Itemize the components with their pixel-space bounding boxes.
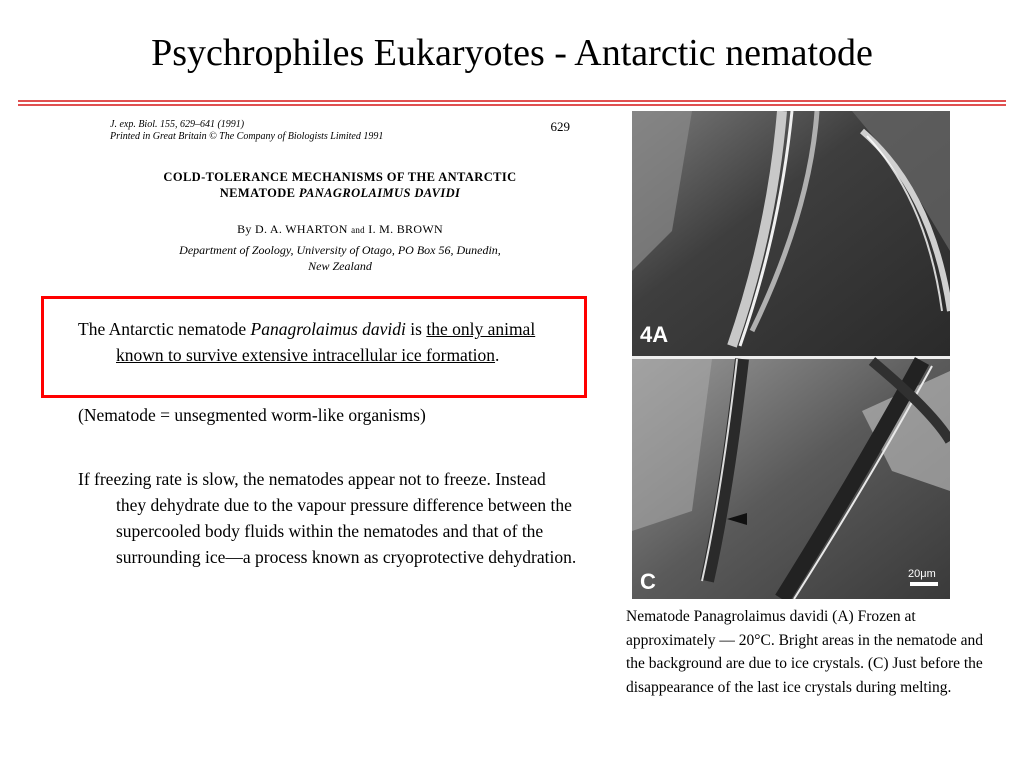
byline-by: By xyxy=(237,222,252,236)
key-fact-paragraph xyxy=(78,316,578,368)
affiliation-line-2: New Zealand xyxy=(308,259,372,273)
paper-byline xyxy=(100,222,580,237)
key-fact-period: . xyxy=(495,345,500,365)
citation-line-1: J. exp. Biol. 155, 629–641 (1991) xyxy=(110,119,245,130)
panel-a-image xyxy=(632,111,950,357)
slide-title: Psychrophiles Eukaryotes - Antarctic nematode xyxy=(151,32,873,74)
paper-title-plain: NEMATODE xyxy=(219,186,299,200)
author-1: D. A. WHARTON xyxy=(255,222,348,236)
paper-header-excerpt xyxy=(100,112,580,282)
citation-line-2: Printed in Great Britain © The Company of Biologists Limited 1991 xyxy=(110,131,384,142)
title-divider-top xyxy=(18,100,1006,102)
key-fact-underlined: the only animal known to survive extensive intracellular ice formation xyxy=(116,319,536,365)
scale-bar xyxy=(910,582,938,586)
paper-title xyxy=(100,169,580,201)
paper-title-line-2 xyxy=(100,185,580,201)
affiliation-line-1: Department of Zoology, University of Otago, PO Box 56, Dunedin, xyxy=(179,243,501,257)
paper-affiliation xyxy=(100,242,580,274)
species-name: Panagrolaimus davidi xyxy=(250,319,406,339)
panel-c-label: C xyxy=(640,569,656,594)
dehydration-paragraph: If freezing rate is slow, the nematodes appear not to freeze. Instead they dehydrate due to the vapour pressure difference between the supercooled body fluids within the nematodes and that of the surrounding ice—a process known as cryoprotective dehydration. xyxy=(78,469,577,567)
paper-citation xyxy=(110,119,383,143)
paper-title-line-1: COLD-TOLERANCE MECHANISMS OF THE ANTARCTIC xyxy=(163,170,517,184)
panel-divider xyxy=(632,356,950,359)
byline-and: and xyxy=(351,225,365,235)
panel-a-label: 4A xyxy=(640,322,669,347)
nematode-definition: (Nematode = unsegmented worm-like organisms) xyxy=(78,405,426,425)
paper-page-number: 629 xyxy=(550,119,570,134)
key-fact-verb: is xyxy=(405,319,427,339)
author-2: I. M. BROWN xyxy=(368,222,443,236)
key-fact-intro: The Antarctic nematode xyxy=(78,319,251,339)
scale-bar-label: 20μm xyxy=(908,568,936,580)
paper-title-species: PANAGROLAIMUS DAVIDI xyxy=(298,186,461,200)
panel-c-image xyxy=(632,359,950,599)
title-divider-bottom xyxy=(18,104,1006,106)
figure-caption: Nematode Panagrolaimus davidi (A) Frozen at approximately — 20°C. Bright areas in the nematode and the background are due to ice crystals. (C) Just before the disappearance of the last ice crystals during melting. xyxy=(626,608,984,696)
nematode-micrograph xyxy=(632,111,950,599)
